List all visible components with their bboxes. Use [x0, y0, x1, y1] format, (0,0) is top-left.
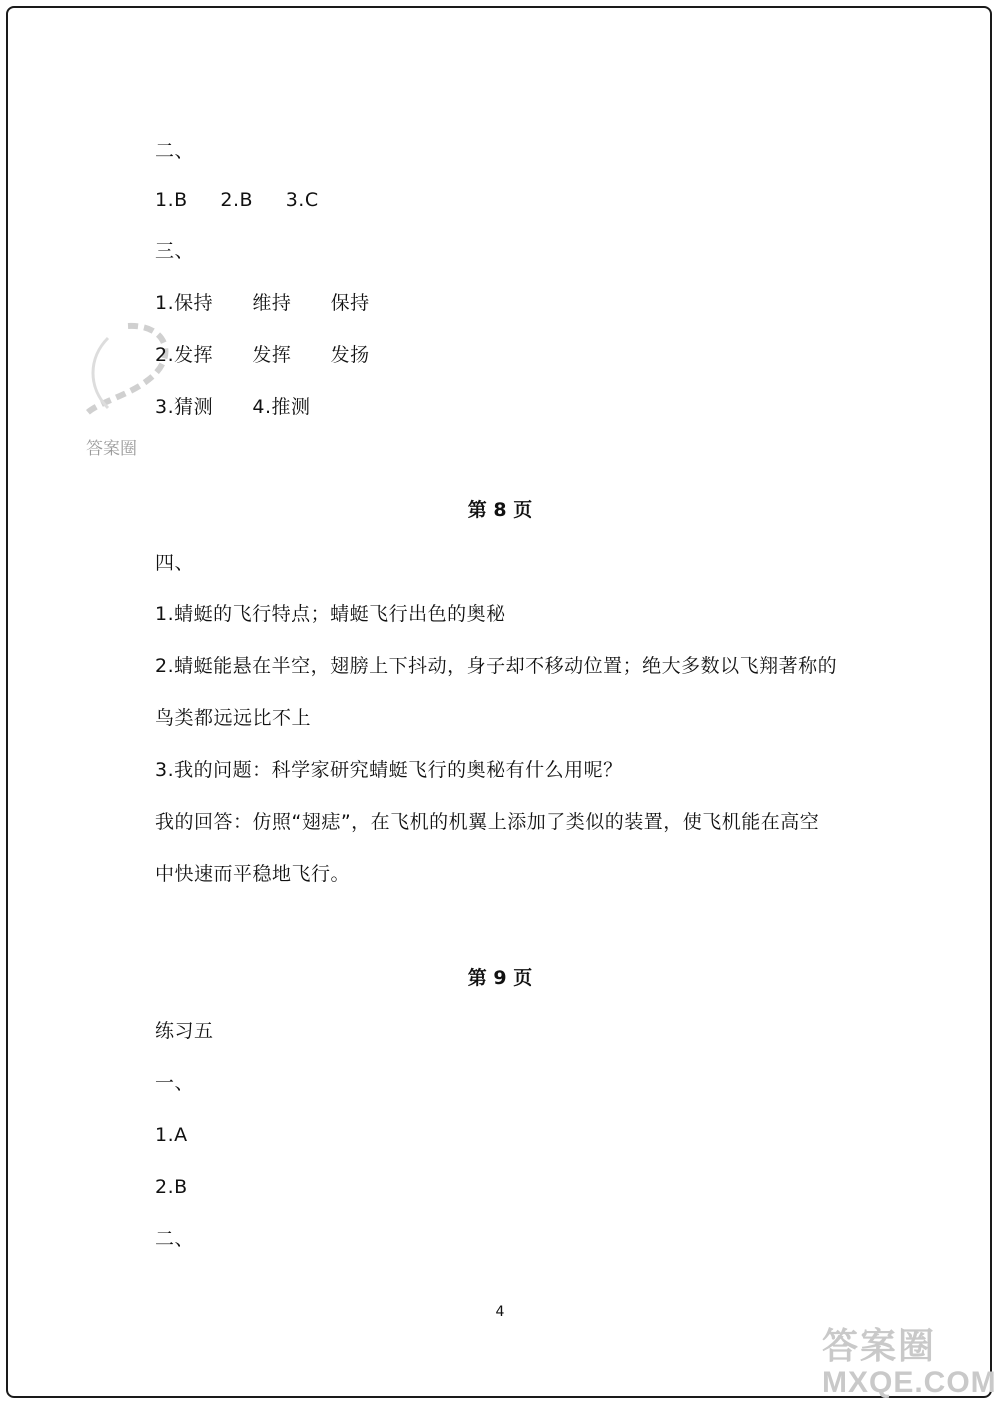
- page-heading-8: 第 8 页: [467, 499, 533, 521]
- line-section-1: 一、: [155, 1072, 195, 1094]
- watermark-logo-bottom: MXQE.COM: [822, 1366, 997, 1399]
- watermark-logo-top: 答案圈: [822, 1326, 937, 1367]
- line-answers-3-2: 2.发挥 发挥 发扬: [155, 344, 370, 366]
- line-answers-3-1: 1.保持 维持 保持: [155, 292, 370, 314]
- page-heading-9: 第 9 页: [467, 967, 533, 989]
- line-answer-4-2: 2.蜻蜓能悬在半空，翅膀上下抖动，身子却不移动位置；绝大多数以飞翔著称的: [155, 655, 838, 677]
- line-answer-4-3-reply: 我的回答：仿照“翅痣”，在飞机的机翼上添加了类似的装置，使飞机能在高空: [155, 811, 820, 833]
- line-section-4: 四、: [155, 552, 195, 574]
- line-answer-4-1: 1.蜻蜓的飞行特点；蜻蜓飞行出色的奥秘: [155, 603, 506, 625]
- line-answer-4-2-cont: 鸟类都远远比不上: [155, 707, 312, 729]
- page-number: 4: [495, 1304, 505, 1320]
- line-section-2b: 二、: [155, 1228, 195, 1250]
- line-exercise-title: 练习五: [155, 1020, 214, 1042]
- line-answers-3-3: 3.猜测 4.推测: [155, 396, 311, 418]
- line-answer-1-1: 1.A: [155, 1124, 188, 1146]
- line-answer-1-2: 2.B: [155, 1176, 188, 1198]
- line-answer-4-3-question: 3.我的问题：科学家研究蜻蜓飞行的奥秘有什么用呢？: [155, 759, 623, 781]
- page-frame: [6, 6, 992, 1398]
- watermark-logo: [818, 1318, 997, 1402]
- watermark-left-text: 答案圈: [86, 439, 137, 459]
- line-answers-2: 1.B 2.B 3.C: [155, 189, 319, 211]
- line-section-3: 三、: [155, 240, 195, 262]
- line-section-2: 二、: [155, 140, 195, 162]
- line-answer-4-3-reply-cont: 中快速而平稳地飞行。: [155, 863, 351, 885]
